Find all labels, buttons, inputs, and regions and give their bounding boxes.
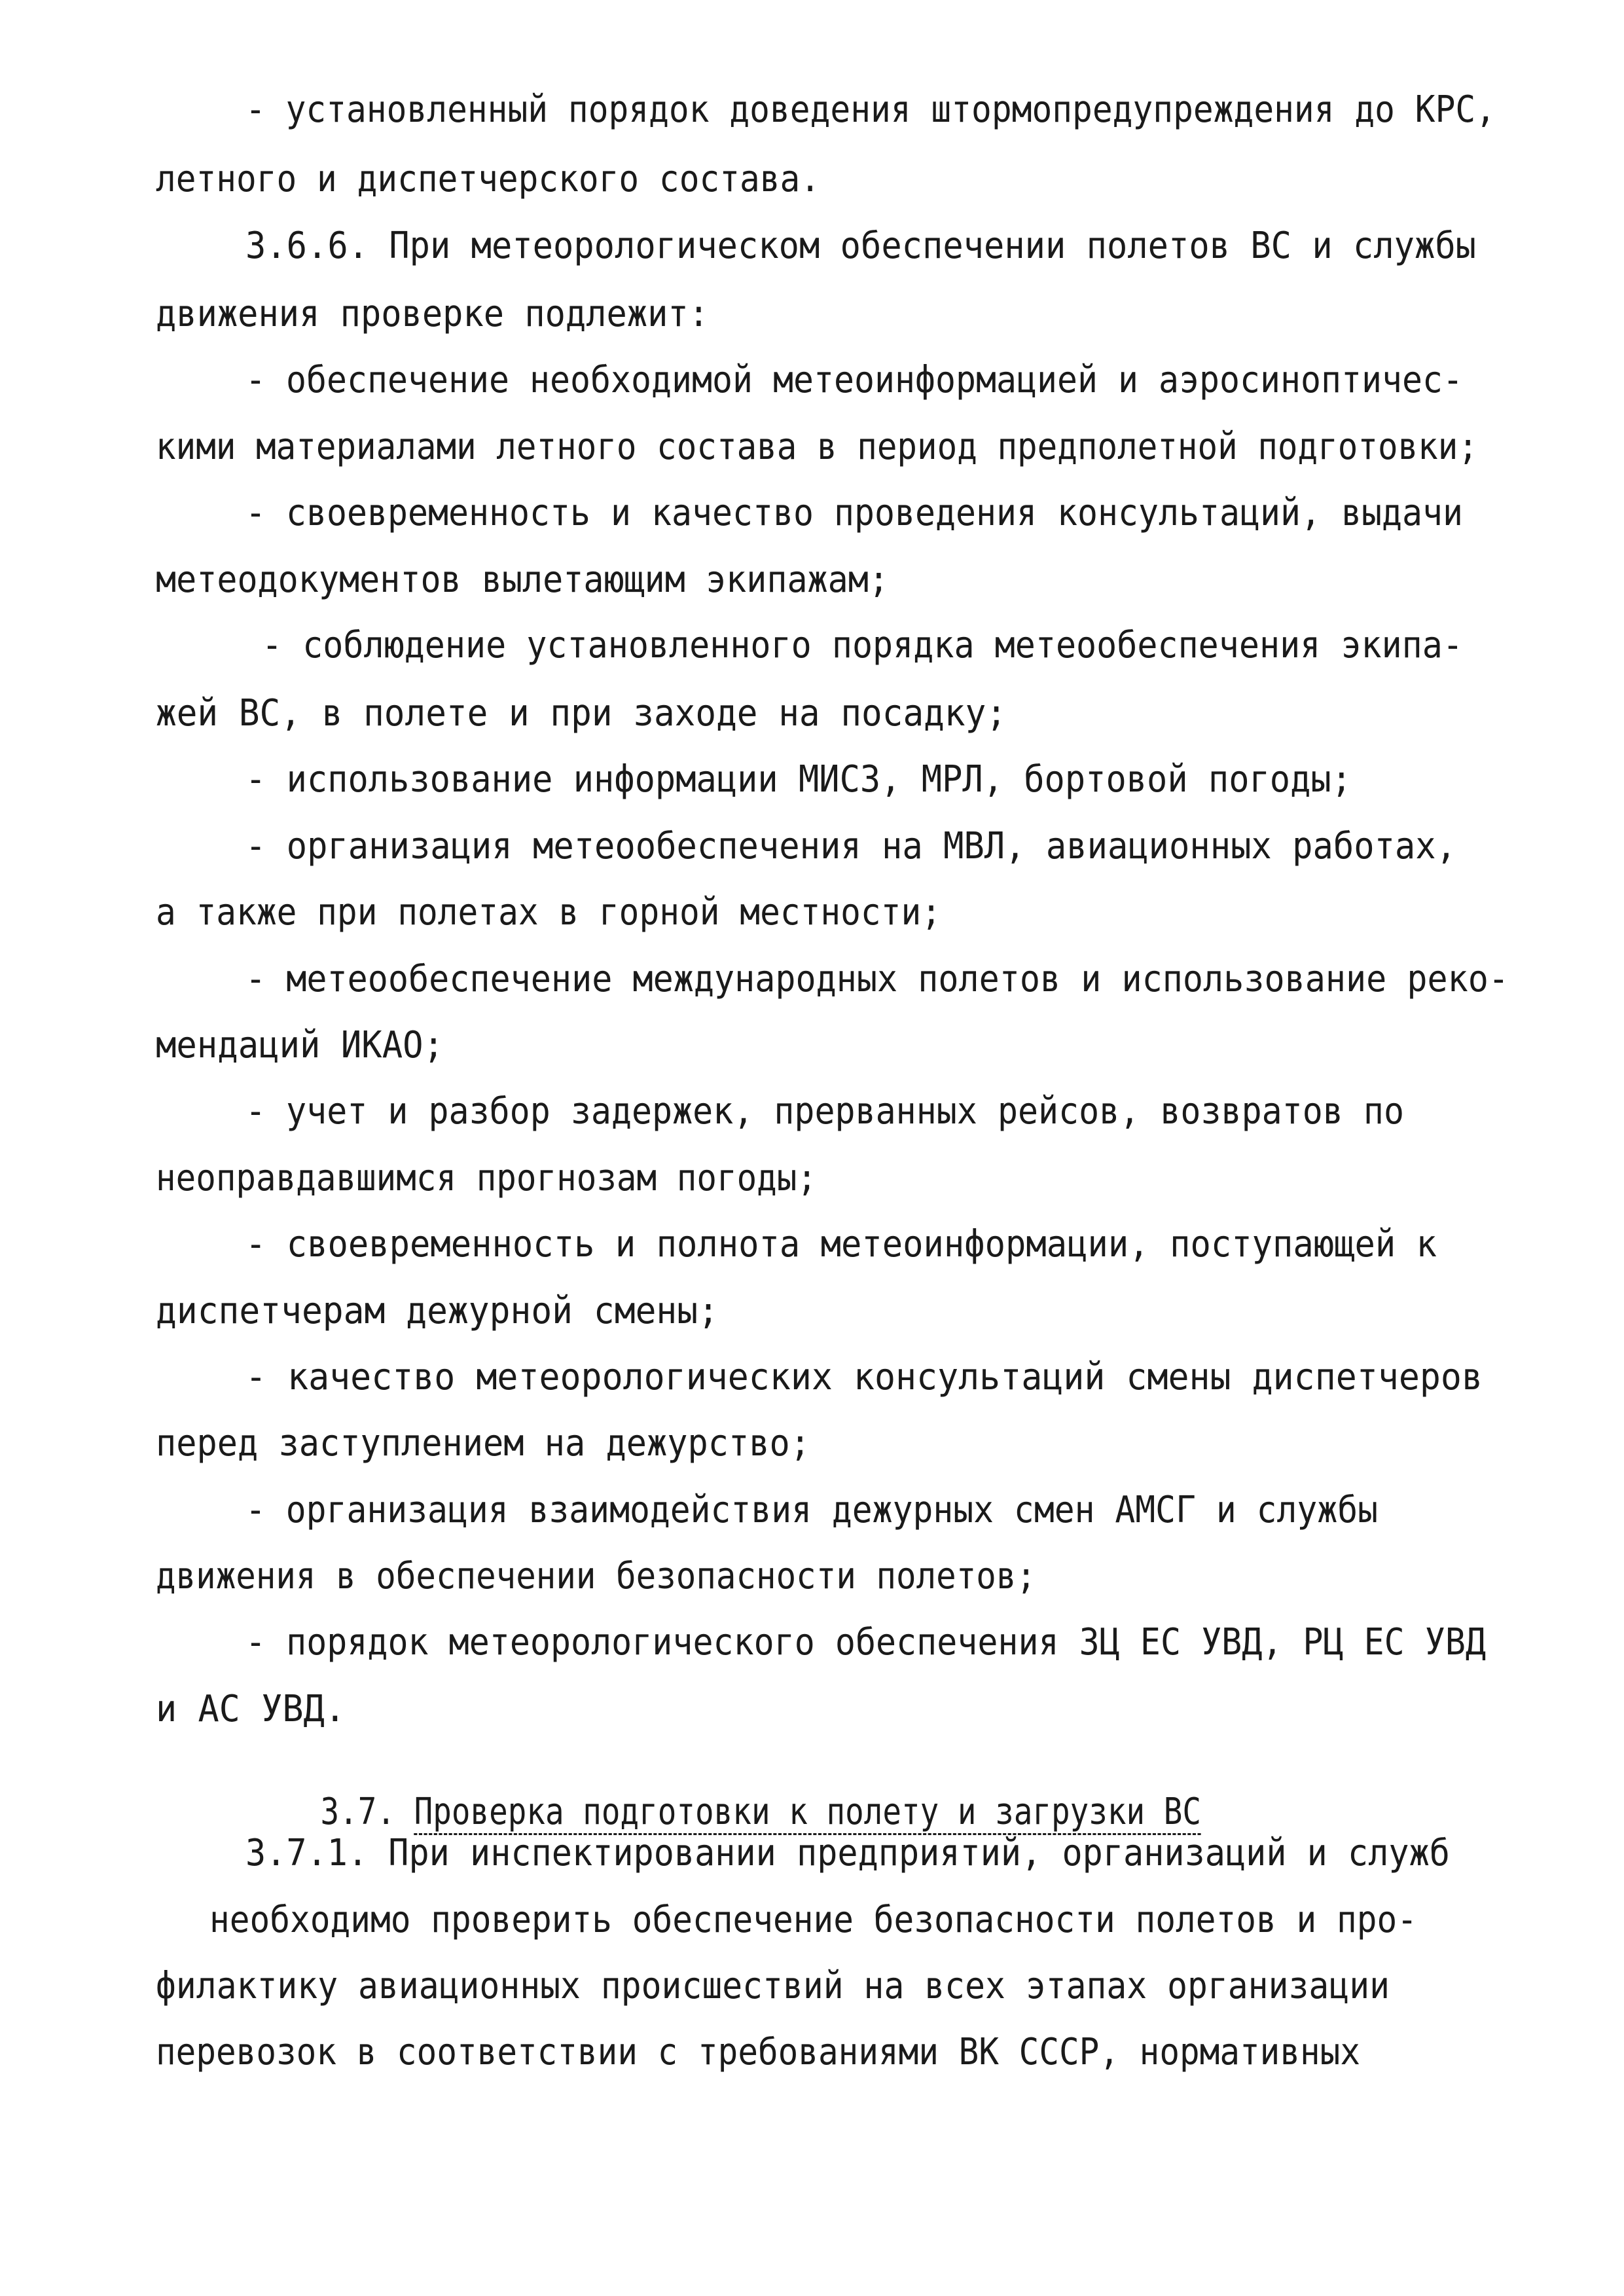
text-line: а также при полетах в горной местности; [156, 891, 941, 934]
text-line: - организация метеообеспечения на МВЛ, авиационных работах, [245, 825, 1456, 867]
text-line: кими материалами летного состава в период предполетной подготовки; [156, 426, 1478, 468]
text-line: летного и диспетчерского состава. [156, 158, 820, 200]
text-line: жей ВС, в полете и при заходе на посадку; [156, 692, 1007, 735]
text-line: неоправдавшимся прогнозам погоды; [156, 1157, 817, 1199]
text-line: - порядок метеорологического обеспечения ЗЦ ЕС УВД, РЦ ЕС УВД [245, 1621, 1486, 1664]
text-line: - обеспечение необходимой метеоинформацией и аэросиноптичес- [245, 359, 1463, 401]
text-line: движения проверке подлежит: [156, 293, 709, 335]
text-line: - использование информации МИСЗ, МРЛ, бортовой погоды; [245, 758, 1352, 801]
section-number: 3.7. [320, 1791, 396, 1833]
text-line: мендаций ИКАО; [156, 1024, 444, 1066]
text-line: - своевременность и качество проведения консультаций, выдачи [245, 492, 1463, 534]
text-line: необходимо проверить обеспечение безопасности полетов и про- [209, 1899, 1417, 1941]
text-line: диспетчерам дежурной смены; [156, 1290, 719, 1332]
section-title: Проверка подготовки к полету и загрузки ВС [414, 1791, 1201, 1833]
text-line: - метеообеспечение международных полетов и использование реко- [245, 958, 1509, 1000]
text-line: метеодокументов вылетающим экипажам; [156, 558, 889, 601]
text-line: - установленный порядок доведения штормопредупреждения до КРС, [245, 88, 1496, 131]
text-line: и АС УВД. [156, 1688, 346, 1730]
text-line: 3.7.1. При инспектировании предприятий, организаций и служб [245, 1832, 1450, 1874]
text-line: 3.6.6. При метеорологическом обеспечении полетов ВС и службы [245, 225, 1476, 267]
text-line: - организация взаимодействия дежурных смен АМСГ и службы [245, 1489, 1378, 1531]
text-line: перевозок в соответствии с требованиями ВК СССР, нормативных [156, 2031, 1360, 2073]
text-line: движения в обеспечении безопасности полетов; [156, 1555, 1036, 1597]
text-line: филактику авиационных происшествий на всех этапах организации [156, 1965, 1390, 2007]
text-line: - своевременность и полнота метеоинформации, поступающей к [245, 1223, 1437, 1266]
text-line: перед заступлением на дежурство; [156, 1422, 810, 1465]
text-line: - качество метеорологических консультаций смены диспетчеров [245, 1356, 1483, 1398]
text-line: - соблюдение установленного порядка метеообеспечения экипа- [262, 624, 1463, 666]
text-line: - учет и разбор задержек, прерванных рейсов, возвратов по [245, 1090, 1404, 1133]
